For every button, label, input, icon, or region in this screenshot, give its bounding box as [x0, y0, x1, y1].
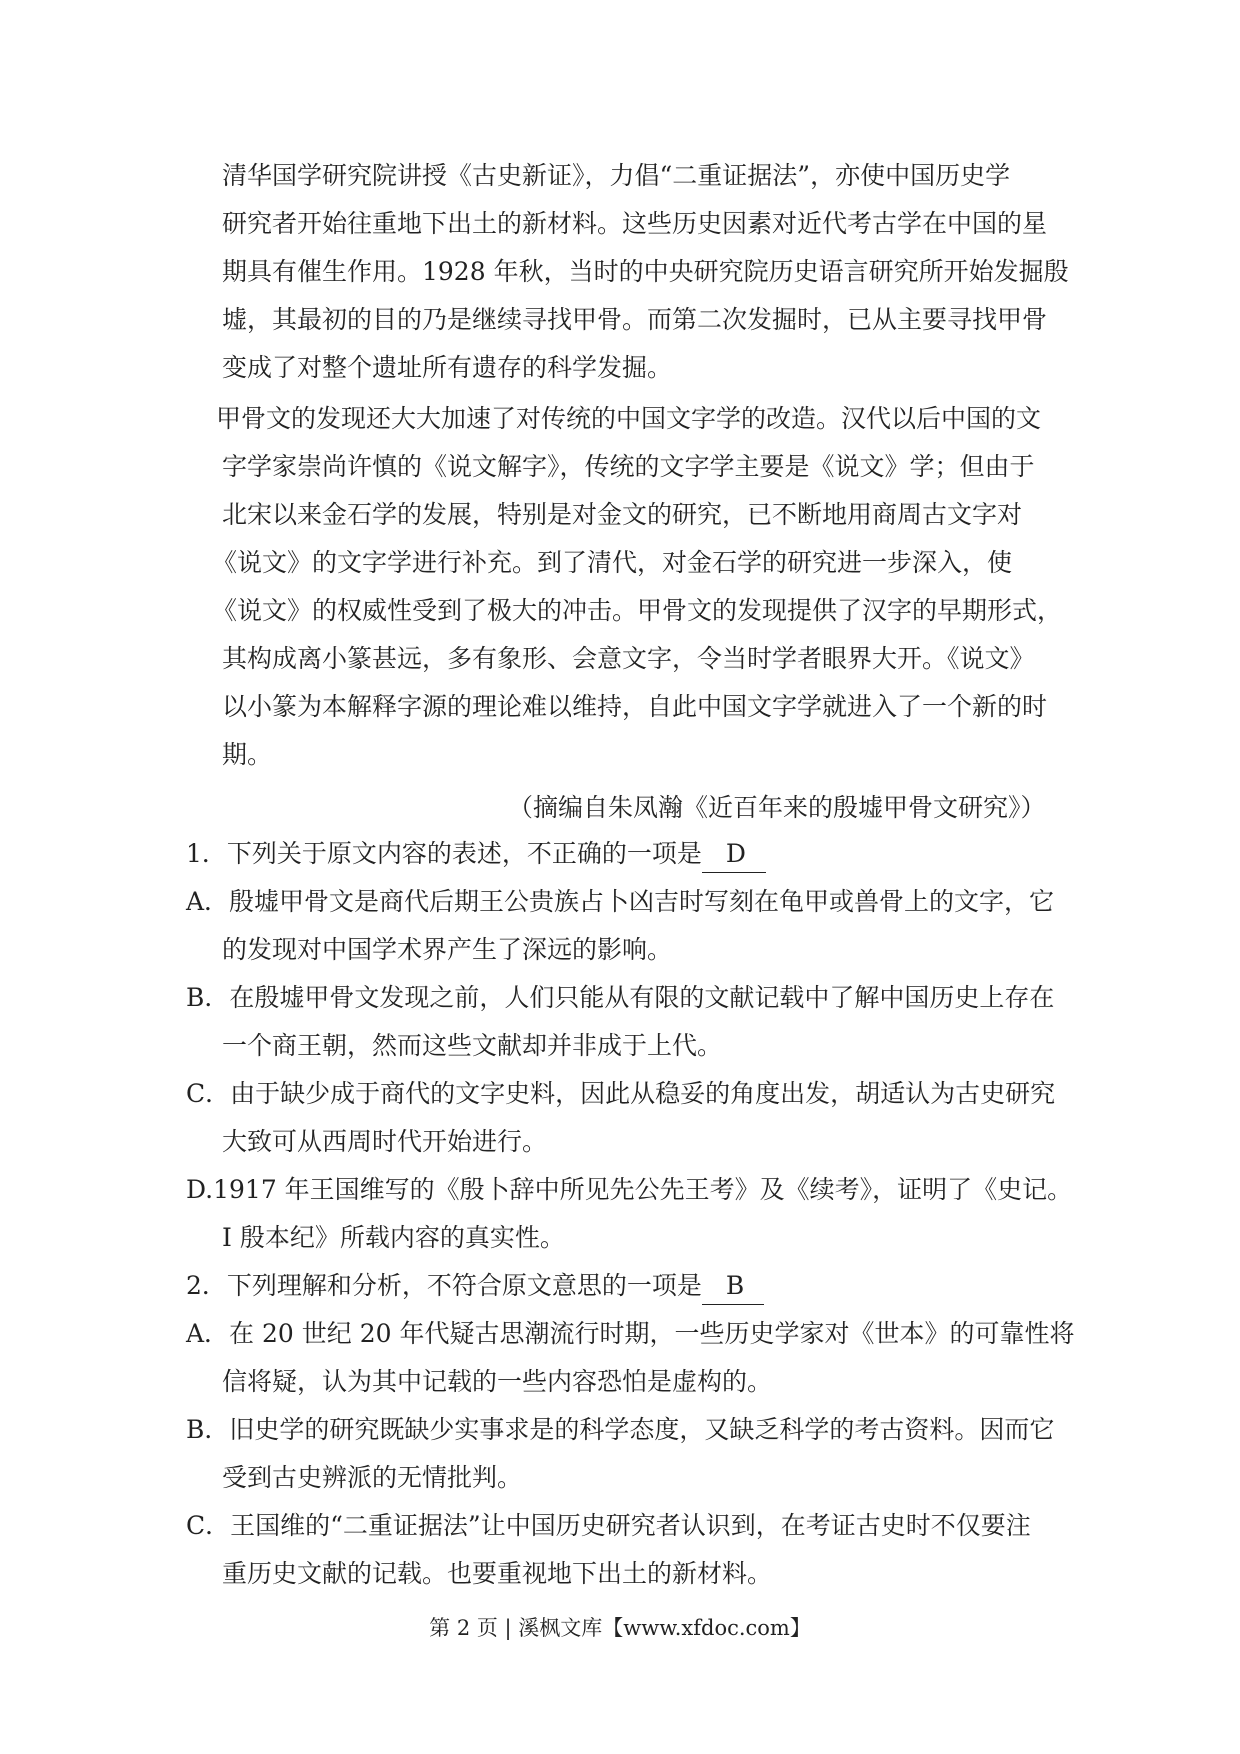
text-line: 期。 [222, 740, 273, 769]
text-line: 北宋以来金石学的发展，特别是对金文的研究，已不断地用商周古文字对 [222, 500, 1023, 529]
text-line: 墟，其最初的目的乃是继续寻找甲骨。而第二次发掘时，已从主要寻找甲骨 [222, 305, 1048, 334]
question-1 [186, 830, 1086, 1262]
text-line: 期具有催生作用。1928 年秋，当时的中央研究院历史语言研究所开始发掘殷 [222, 257, 1069, 286]
option-b [186, 1406, 1086, 1502]
text-line: 研究者开始往重地下出土的新材料。这些历史因素对近代考古学在中国的星 [222, 209, 1048, 238]
option-c [186, 1070, 1086, 1166]
text-line: 其构成离小篆甚远，多有象形、会意文字，令当时学者眼界大开。《说文》 [222, 644, 1035, 673]
passage-source: （摘编自朱凤瀚《近百年来的殷墟甲骨文研究》） [508, 793, 1046, 822]
option-d [186, 1166, 1086, 1262]
question-stem [186, 830, 1086, 878]
option-line: C．王国维的“二重证据法”让中国历史研究者认识到，在考证古史时不仅要注 [186, 1511, 1031, 1540]
passage-paragraph-1 [186, 152, 1069, 392]
option-c [186, 1502, 1086, 1598]
text-line: 甲骨文的发现还大大加速了对传统的中国文字学的改造。汉代以后中国的文 [216, 404, 1042, 433]
option-line: I 殷本纪》所载内容的真实性。 [222, 1223, 565, 1252]
text-line: 《说文》的权威性受到了极大的冲击。甲骨文的发现提供了汉字的早期形式， [212, 596, 1063, 625]
option-line: D.1917 年王国维写的《殷卜辞中所见先公先王考》及《续考》，证明了《史记。 [186, 1175, 1073, 1204]
text-line: 变成了对整个遗址所有遗存的科学发掘。 [222, 353, 673, 382]
text-line: 以小篆为本解释字源的理论难以维持，自此中国文字学就进入了一个新的时 [222, 692, 1048, 721]
option-line: A．殷墟甲骨文是商代后期王公贵族占卜凶吉时写刻在龟甲或兽骨上的文字，它 [186, 887, 1055, 916]
option-line: 的发现对中国学术界产生了深远的影响。 [222, 935, 673, 964]
text-line: 清华国学研究院讲授《古史新证》，力倡“二重证据法”，亦使中国历史学 [222, 161, 1011, 190]
option-line: 重历史文献的记载。也要重视地下出土的新材料。 [222, 1559, 773, 1588]
passage-paragraph-2 [186, 395, 1066, 779]
option-line: 一个商王朝，然而这些文献却并非成于上代。 [222, 1031, 723, 1060]
option-line: C．由于缺少成于商代的文字史料，因此从稳妥的角度出发，胡适认为古史研究 [186, 1079, 1056, 1108]
question-stem-text: 2．下列理解和分析，不符合原文意思的一项是 [186, 1271, 702, 1300]
page-footer: 第 2 页 | 溪枫文库【www.xfdoc.com】 [429, 1616, 811, 1640]
answer-blank: B [702, 1268, 764, 1305]
option-line: B．在殷墟甲骨文发现之前，人们只能从有限的文献记载中了解中国历史上存在 [186, 983, 1055, 1012]
option-line: A．在 20 世纪 20 年代疑古思潮流行时期，一些历史学家对《世本》的可靠性将 [186, 1319, 1075, 1348]
option-line: 大致可从西周时代开始进行。 [222, 1127, 548, 1156]
text-line: 字学家崇尚许慎的《说文解字》，传统的文字学主要是《说文》学；但由于 [222, 452, 1035, 481]
question-2 [186, 1262, 1086, 1598]
text-line: 《说文》的文字学进行补充。到了清代，对金石学的研究进一步深入，使 [212, 548, 1013, 577]
option-b [186, 974, 1086, 1070]
answer-blank: D [702, 836, 766, 873]
option-line: B．旧史学的研究既缺少实事求是的科学态度，又缺乏科学的考古资料。因而它 [186, 1415, 1055, 1444]
option-a [186, 878, 1086, 974]
option-line: 受到古史辨派的无情批判。 [222, 1463, 523, 1492]
question-stem [186, 1262, 1086, 1310]
question-stem-text: 1．下列关于原文内容的表述，不正确的一项是 [186, 839, 702, 868]
option-line: 信将疑，认为其中记载的一些内容恐怕是虚构的。 [222, 1367, 773, 1396]
option-a [186, 1310, 1086, 1406]
